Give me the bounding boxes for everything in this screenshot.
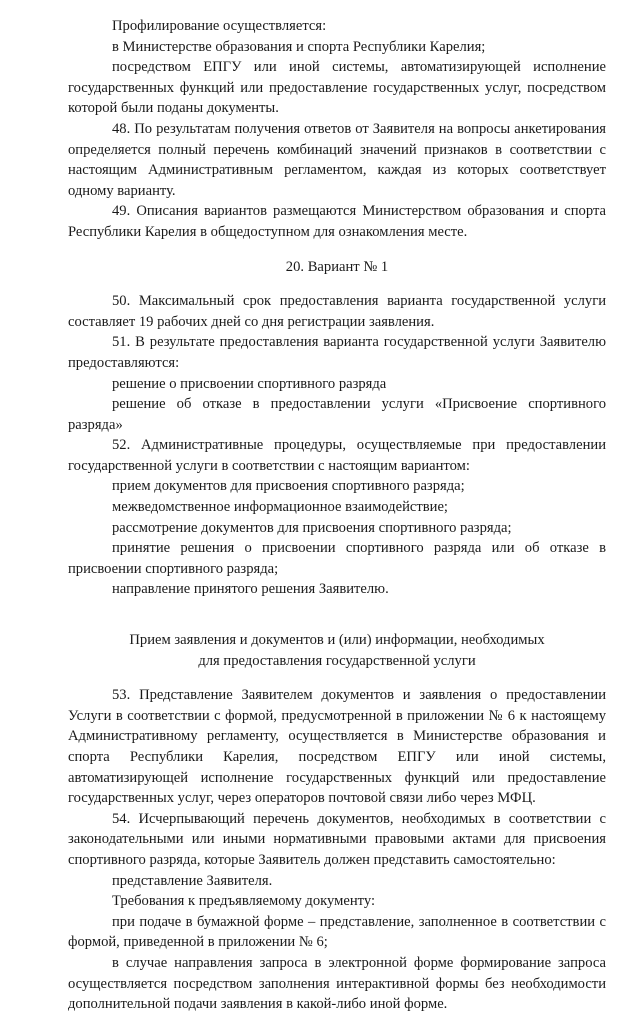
list-item: при подаче в бумажной форме – представление, заполненное в соответствии с формой, приведенной в приложении № 6; — [68, 913, 606, 951]
list-item: в случае направления запроса в электронной форме формирование запроса осуществляется посредством заполнения интерактивной формы без необходимости дополнительной подачи заявления в какой-либо иной форме. — [68, 954, 606, 1013]
paragraph: 54. Исчерпывающий перечень документов, необходимых в соответствии с законодательными или иными нормативными правовыми актами для присвоения спортивного разряда, которые Заявитель должен представить самостоятельно: — [68, 810, 606, 868]
list-item: решение об отказе в предоставлении услуги «Присвоение спортивного разряда» — [68, 396, 606, 433]
list-item: рассмотрение документов для присвоения спортивного разряда; — [112, 519, 512, 536]
section-heading-line2: для предоставления государственной услуги — [198, 652, 476, 669]
variant-heading: 20. Вариант № 1 — [285, 258, 389, 275]
paragraph: 53. Представление Заявителем документов и заявления о предоставлении Услуги в соответствии с формой, предусмотренной в приложении № 6 к настоящему Административному регламенту, осуществляется в Министерстве образования и спорта Республики Карелия, посредством ЕПГУ или иной системы, автоматизирующей исполнение государственных функций или предоставление государственных услуг, через операторов почтовой связи либо через МФЦ. — [68, 687, 606, 807]
section-heading-line1: Прием заявления и документов и (или) информации, необходимых — [129, 632, 545, 649]
spacer — [68, 671, 606, 685]
list-item: межведомственное информационное взаимодействие; — [112, 499, 448, 516]
paragraph: 48. По результатам получения ответов от Заявителя на вопросы анкетирования определяется полный перечень комбинаций значений признаков в соответствии с настоящим Административным регламентом, каждая из которых соответствует одному варианту. — [68, 120, 606, 199]
spacer — [68, 600, 606, 630]
paragraph: 51. В результате предоставления варианта государственной услуги Заявителю предоставляются: — [68, 334, 606, 371]
paragraph: 49. Описания вариантов размещаются Министерством образования и спорта Республики Карелия в общедоступном для ознакомления месте. — [68, 203, 606, 240]
paragraph: 50. Максимальный срок предоставления варианта государственной услуги составляет 19 рабочих дней со дня регистрации заявления. — [68, 293, 606, 330]
list-item: представление Заявителя. — [112, 872, 273, 889]
paragraph: Требования к предъявляемому документу: — [112, 893, 376, 910]
document-body — [68, 16, 606, 1015]
paragraph: Профилирование осуществляется: — [112, 18, 327, 34]
spacer — [68, 277, 606, 291]
list-item: прием документов для присвоения спортивного разряда; — [112, 478, 465, 495]
list-item: решение о присвоении спортивного разряда — [112, 375, 387, 392]
paragraph: в Министерстве образования и спорта Республики Карелия; — [112, 38, 486, 55]
list-item: направление принятого решения Заявителю. — [112, 581, 389, 598]
paragraph: посредством ЕПГУ или иной системы, автоматизирующей исполнение государственных функций или предоставление государственных услуг, посредством которой были поданы документы. — [68, 59, 606, 117]
spacer — [68, 243, 606, 257]
paragraph: 52. Административные процедуры, осуществляемые при предоставлении государственной услуги в соответствии с настоящим вариантом: — [68, 437, 606, 474]
list-item: принятие решения о присвоении спортивного разряда или об отказе в присвоении спортивного разряда; — [68, 540, 606, 577]
